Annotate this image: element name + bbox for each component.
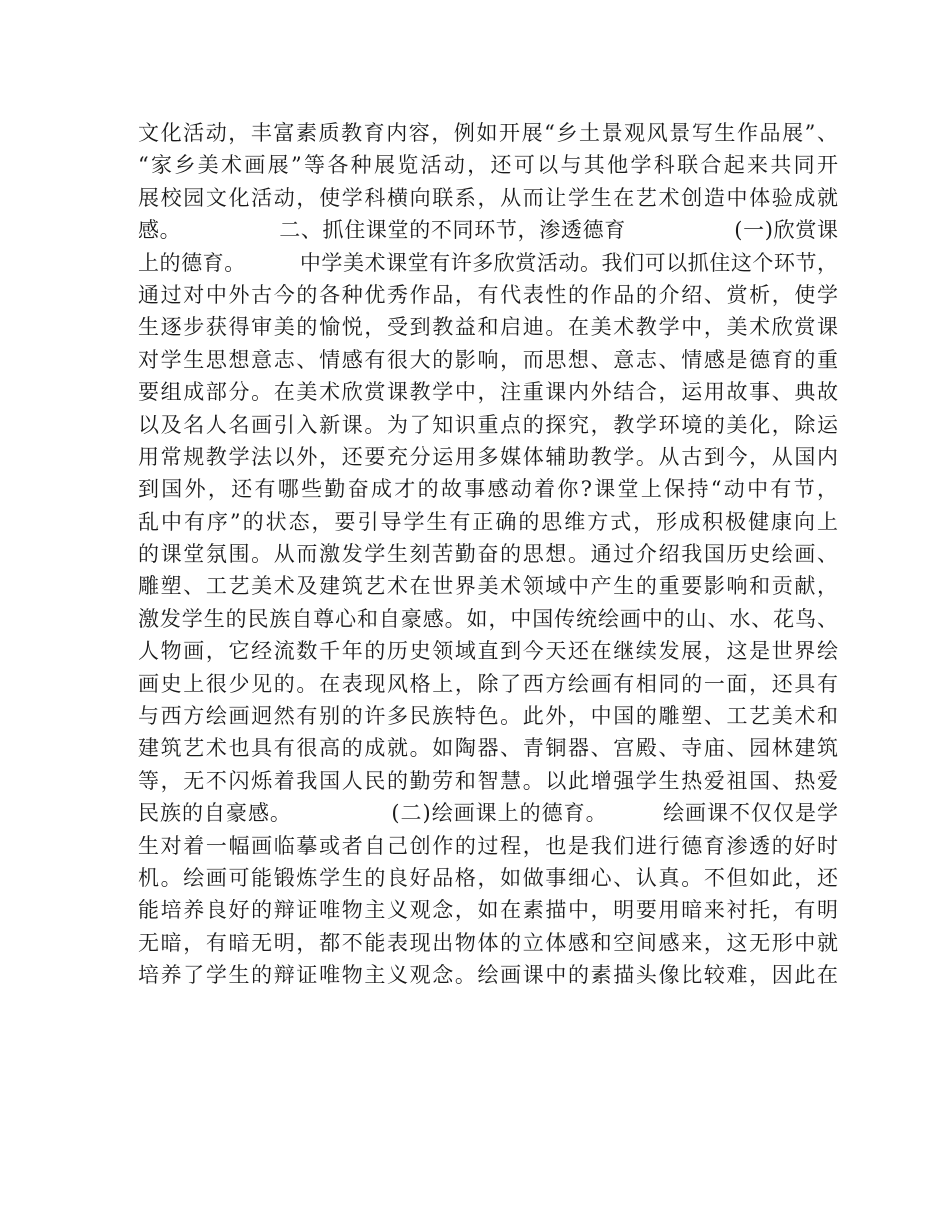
text-line: 上的德育。 中学美术课堂有许多欣赏活动。我们可以抓住这个环节，	[138, 250, 839, 275]
text-line: 要组成部分。在美术欣赏课教学中，注重课内外结合，运用故事、典故	[138, 380, 840, 405]
text-line: 展校园文化活动，使学科横向联系，从而让学生在艺术创造中体验成就	[138, 185, 840, 210]
text-line: 用常规教学法以外，还要充分运用多媒体辅助教学。从古到今，从国内	[138, 444, 840, 469]
text-line: 无暗，有暗无明，都不能表现出物体的立体感和空间感来，这无形中就	[138, 930, 840, 955]
text-line: 人物画，它经流数千年的历史领域直到今天还在继续发展，这是世界绘	[138, 639, 840, 664]
text-line: 激发学生的民族自尊心和自豪感。如，中国传统绘画中的山、水、花鸟、	[138, 606, 839, 631]
text-line: 培养了学生的辩证唯物主义观念。绘画课中的素描头像比较难，因此在	[138, 963, 840, 988]
text-line: 雕塑、工艺美术及建筑艺术在世界美术领域中产生的重要影响和贡献，	[138, 574, 840, 599]
text-line: 机。绘画可能锻炼学生的良好品格，如做事细心、认真。不但如此，还	[138, 865, 840, 890]
body-text	[138, 117, 841, 992]
text-line: 到国外，还有哪些勤奋成才的故事感动着你?课堂上保持“动中有节，	[138, 477, 841, 502]
text-line: 文化活动，丰富素质教育内容，例如开展“乡土景观风景写生作品展”、	[138, 121, 840, 145]
text-line: 以及名人名画引入新课。为了知识重点的探究，教学环境的美化，除运	[138, 412, 840, 437]
text-line: 的课堂氛围。从而激发学生刻苦勤奋的思想。通过介绍我国历史绘画、	[138, 542, 840, 567]
text-line: 对学生思想意志、情感有很大的影响，而思想、意志、情感是德育的重	[138, 347, 840, 372]
text-line: 能培养良好的辩证唯物主义观念，如在素描中，明要用暗来衬托，有明	[138, 898, 840, 923]
text-line: 生对着一幅画临摹或者自己创作的过程，也是我们进行德育渗透的好时	[138, 833, 840, 858]
text-line: 生逐步获得审美的愉悦，受到教益和启迪。在美术教学中，美术欣赏课	[138, 315, 840, 340]
text-line: 画史上很少见的。在表现风格上，除了西方绘画有相同的一面，还具有	[138, 671, 840, 696]
text-line: 与西方绘画迥然有别的许多民族特色。此外，中国的雕塑、工艺美术和	[138, 704, 840, 729]
text-line: “家乡美术画展”等各种展览活动，还可以与其他学科联合起来共同开	[138, 153, 841, 178]
text-line: 乱中有序”的状态，要引导学生有正确的思维方式，形成积极健康向上	[138, 509, 840, 534]
text-line: 感。 二、抓住课堂的不同环节，渗透德育 (一)欣赏课	[138, 218, 839, 243]
text-line: 通过对中外古今的各种优秀作品，有代表性的作品的介绍、赏析，使学	[138, 282, 840, 307]
text-line: 民族的自豪感。 (二)绘画课上的德育。 绘画课不仅仅是学	[138, 801, 839, 826]
text-line: 建筑艺术也具有很高的成就。如陶器、青铜器、宫殿、寺庙、园林建筑	[138, 736, 840, 761]
text-line: 等，无不闪烁着我国人民的勤劳和智慧。以此增强学生热爱祖国、热爱	[138, 768, 840, 793]
